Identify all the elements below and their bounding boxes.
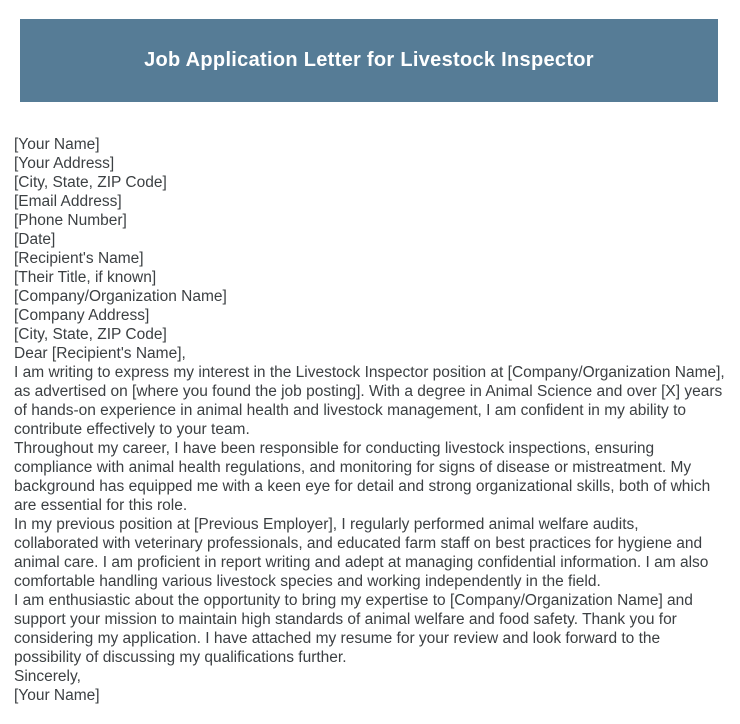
letter-body xyxy=(14,135,726,705)
letter-header-line: [Date] xyxy=(14,231,56,248)
signature: [Your Name] xyxy=(14,687,100,704)
closing: Sincerely, xyxy=(14,668,81,685)
letter-paragraph: I am writing to express my interest in the Livestock Inspector position at [Company/Organization Name], as advertised on [where you found the job posting]. With a degree in Animal Science and over [X] years of hands-on experience in animal health and livestock management, I am confident in my ability to contribute effectively to your team. xyxy=(14,364,725,438)
letter-header-line: [Your Address] xyxy=(14,155,115,172)
letter-header-line: [Company/Organization Name] xyxy=(14,288,227,305)
letter-paragraph: Throughout my career, I have been responsible for conducting livestock inspections, ensuring compliance with animal health regulations, and monitoring for signs of disease or mistreatment. My background has equipped me with a keen eye for detail and strong organizational skills, both of which are essential for this role. xyxy=(14,440,711,514)
letter-header-line: [City, State, ZIP Code] xyxy=(14,326,167,343)
letter-header-line: [Email Address] xyxy=(14,193,122,210)
letter-header-lines xyxy=(14,135,726,344)
title-banner xyxy=(20,19,718,102)
letter-header-line: [Your Name] xyxy=(14,136,100,153)
letter-paragraph: In my previous position at [Previous Employer], I regularly performed animal welfare audits, collaborated with veterinary professionals, and educated farm staff on best practices for hygiene and animal care. I am proficient in report writing and adept at managing confidential information. I am also comfortable handling various livestock species and working independently in the field. xyxy=(14,516,709,590)
salutation: Dear [Recipient's Name], xyxy=(14,345,186,362)
letter-header-line: [City, State, ZIP Code] xyxy=(14,174,167,191)
letter-header-line: [Phone Number] xyxy=(14,212,127,229)
page-title: Job Application Letter for Livestock Inspector xyxy=(144,49,594,71)
letter-header-line: [Their Title, if known] xyxy=(14,269,157,286)
letter-paragraph: I am enthusiastic about the opportunity to bring my expertise to [Company/Organization Name] and support your mission to maintain high standards of animal welfare and food safety. Thank you for considering my application. I have attached my resume for your review and look forward to the possibility of discussing my qualifications further. xyxy=(14,592,693,666)
letter-paragraphs xyxy=(14,363,726,667)
letter-header-line: [Recipient's Name] xyxy=(14,250,144,267)
letter-header-line: [Company Address] xyxy=(14,307,150,324)
